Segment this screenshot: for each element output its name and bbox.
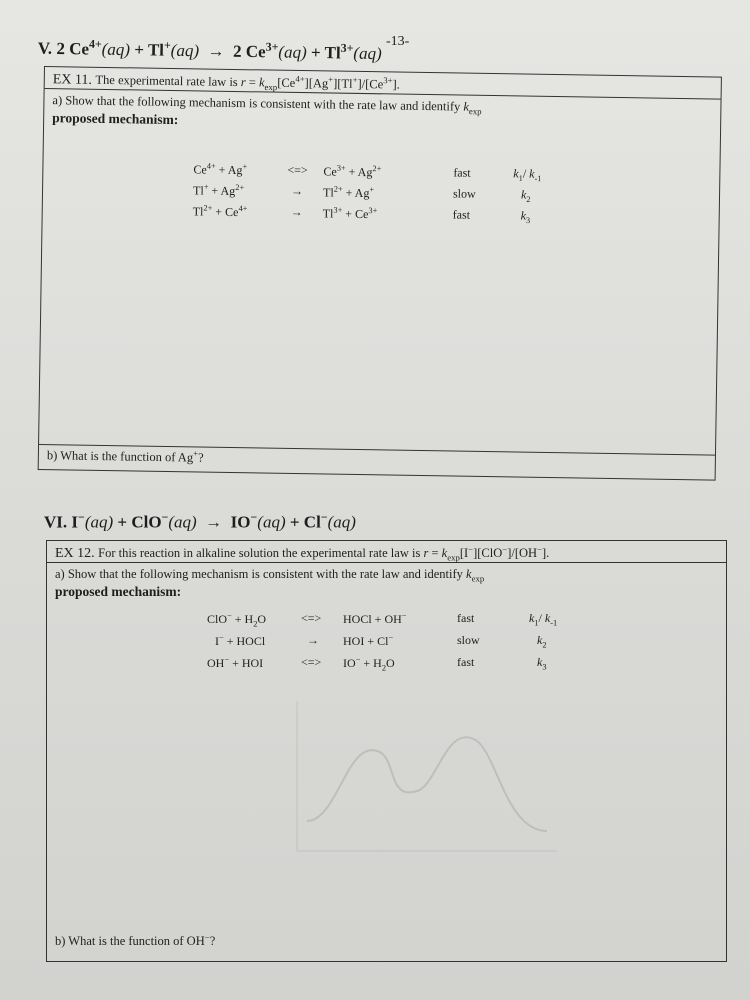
ex12-header (47, 541, 726, 563)
section-v-label: V. (37, 38, 53, 58)
section-vi-heading: VI. I−(aq) + ClO−(aq) → IO−(aq) + Cl−(aq) (44, 510, 356, 532)
section-vi-label: VI. (44, 512, 68, 532)
ex11-step-2-speed: slow (452, 186, 476, 201)
page-number: -13- (386, 34, 410, 49)
ex12-step-1-speed: fast (457, 611, 475, 625)
ex11-step-1-speed: fast (453, 165, 471, 180)
ex12-label: EX 12. (55, 546, 95, 562)
section-v-heading: V. 2 $Ce^{4+}(aq) + Tl^+(aq) \to 2$ $Ce^{3+}(aq) + Tl^{3+}(aq)$ (37, 36, 382, 64)
ex12-box (46, 540, 727, 962)
ex11-box (38, 66, 722, 481)
ex11-step-3-speed: fast (452, 207, 471, 222)
ex11-label: EX 11. (52, 72, 93, 88)
ex12-step-3-speed: fast (457, 655, 475, 669)
ex11-mechanism: $Ce^{4+} + Ag^+$ <=> $Ce^{3+} + Ag^{2+}$ fast $k_1/$ $k_{-1}$ $Tl^+ + Ag^{2+}$ → $Tl^{2+} + Ag^+$ slow $k_2$ $Tl^{2+} + Ce^{4+}$ → $Tl^{3+} + Ce^{3+}$ fast $k_3$ (192, 161, 542, 226)
ex11-question-a: a) Show that the following mechanism is consistent with the rate law and identify $k_{exp}$ (52, 93, 482, 117)
bleed-through-curve (277, 681, 577, 861)
ex11-rate-law: The experimental rate law is $r = k_{exp}[Ce^{4+}][Ag^+][Tl^+]/[Ce^{3+}]$. (95, 72, 400, 93)
ex11-proposed-label: proposed mechanism: (52, 109, 179, 127)
ex12-step-2-speed: slow (457, 633, 480, 647)
ex11-question-b: b) What is the function of Ag+? (46, 448, 204, 465)
ex12-question-b: b) What is the function of OH−? (55, 931, 216, 948)
ex12-question-a: a) Show that the following mechanism is consistent with the rate law and identify $k_{exp}$ (55, 567, 485, 584)
ex12-mechanism: $ClO^- + H_2O$ <=> HOCl + OH− fast $k_1/$ $k_{-1}$ I− + HOCl → HOI + Cl− slow $k_2$ OH− + HOI <=> $IO^- + H_2O$ fast $k_3$ (207, 611, 558, 673)
ex12-proposed-label: proposed mechanism: (55, 583, 182, 599)
ex12-rate-law: For this reaction in alkaline solution the experimental rate law is $r = k_{exp}[I^-][ClO^-]/[OH^-]$. (98, 544, 550, 563)
